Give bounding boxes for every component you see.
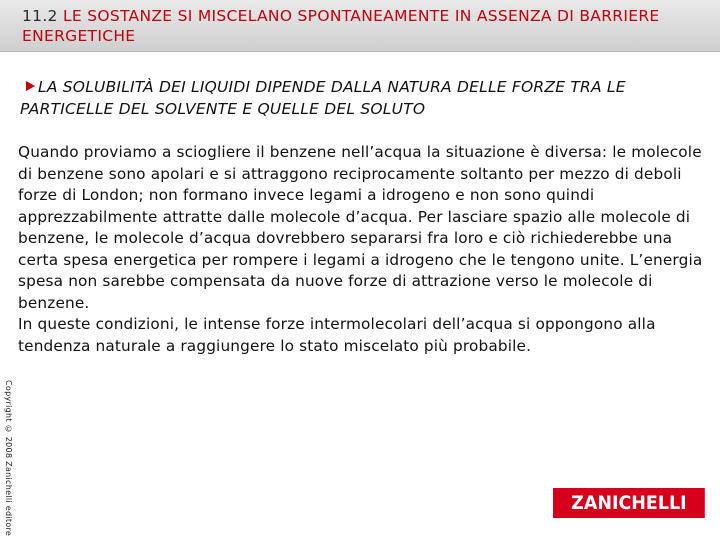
copyright-notice: Copyright © 2008 Zanichelli editore	[4, 380, 13, 537]
section-number: 11.2	[22, 7, 58, 25]
section-title: LE SOSTANZE SI MISCELANO SPONTANEAMENTE IN ASSENZA DI BARRIERE ENERGETICHE	[22, 7, 660, 45]
bullet-arrow-icon	[26, 81, 35, 91]
header-bar	[0, 0, 720, 52]
body-paragraph-1: Quando proviamo a sciogliere il benzene nell’acqua la situazione è diversa: le molecole di benzene sono apolari e si attraggono reciprocamente soltanto per mezzo di deboli forze di London; non formano invece legami a idrogeno e non sono quindi apprezzabilmente attratte dalle molecole d’acqua. Per lasciare spazio alle molecole di benzene, le molecole d’acqua dovrebbero separarsi fra loro e ciò richiederebbe una certa spesa energetica per rompere i legami a idrogeno che le tengono unite. L’energia spesa non sarebbe compensata da nuove forze di attrazione verso le molecole di benzene.	[18, 143, 703, 312]
subtitle-text: LA SOLUBILITÀ DEI LIQUIDI DIPENDE DALLA NATURA DELLE FORZE TRA LE PARTICELLE DEL SOLVENTE E QUELLE DEL SOLUTO	[20, 78, 626, 118]
body-text	[18, 142, 708, 357]
slide-title	[22, 6, 712, 46]
slide-subtitle	[20, 76, 710, 120]
body-paragraph-2: In queste condizioni, le intense forze intermolecolari dell’acqua si oppongono alla tendenza naturale a raggiungere lo stato miscelato più probabile.	[18, 315, 656, 355]
zanichelli-logo: ZANICHELLI	[553, 488, 705, 518]
